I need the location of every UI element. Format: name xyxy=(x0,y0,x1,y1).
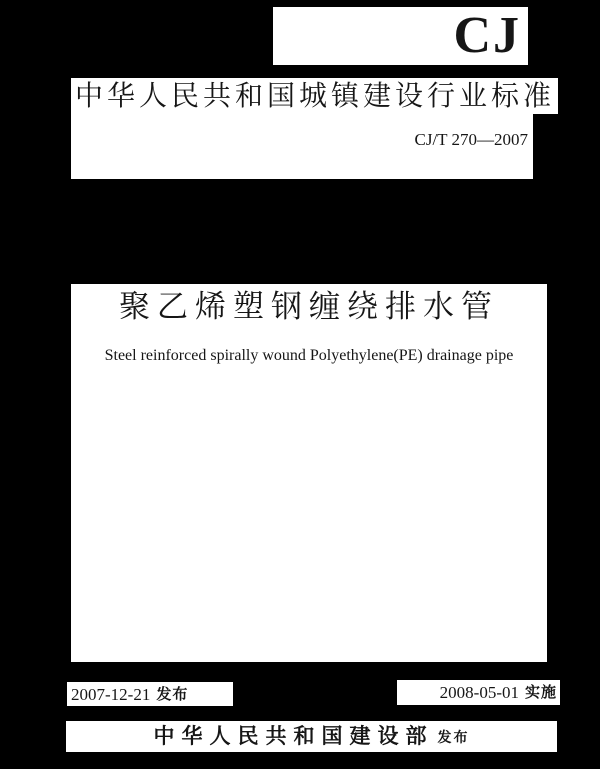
effective-date: 2008-05-01 xyxy=(439,683,519,702)
standard-number-box xyxy=(71,114,533,179)
standard-class-band xyxy=(71,78,558,114)
standard-code: CJ xyxy=(453,7,521,64)
effective-date-label: 实施 xyxy=(524,684,557,701)
effective-date-box xyxy=(397,680,560,705)
issuer-name: 中华人民共和国建设部 xyxy=(153,724,434,748)
issue-date-label: 发布 xyxy=(156,685,189,703)
issue-date-box xyxy=(67,682,233,706)
standard-code-box xyxy=(273,7,528,65)
document-title-chinese: 聚乙烯塑钢缠绕排水管 xyxy=(119,289,499,324)
issuer-action-label: 发布 xyxy=(437,728,470,745)
title-box xyxy=(71,284,547,662)
standard-number: CJ/T 270—2007 xyxy=(414,130,528,149)
issue-date: 2007-12-21 xyxy=(71,684,151,704)
document-title-english: Steel reinforced spirally wound Polyethylene(PE) drainage pipe xyxy=(104,347,514,364)
issuer-band xyxy=(66,721,557,752)
standard-class-title: 中华人民共和国城镇建设行业标准 xyxy=(75,80,556,111)
